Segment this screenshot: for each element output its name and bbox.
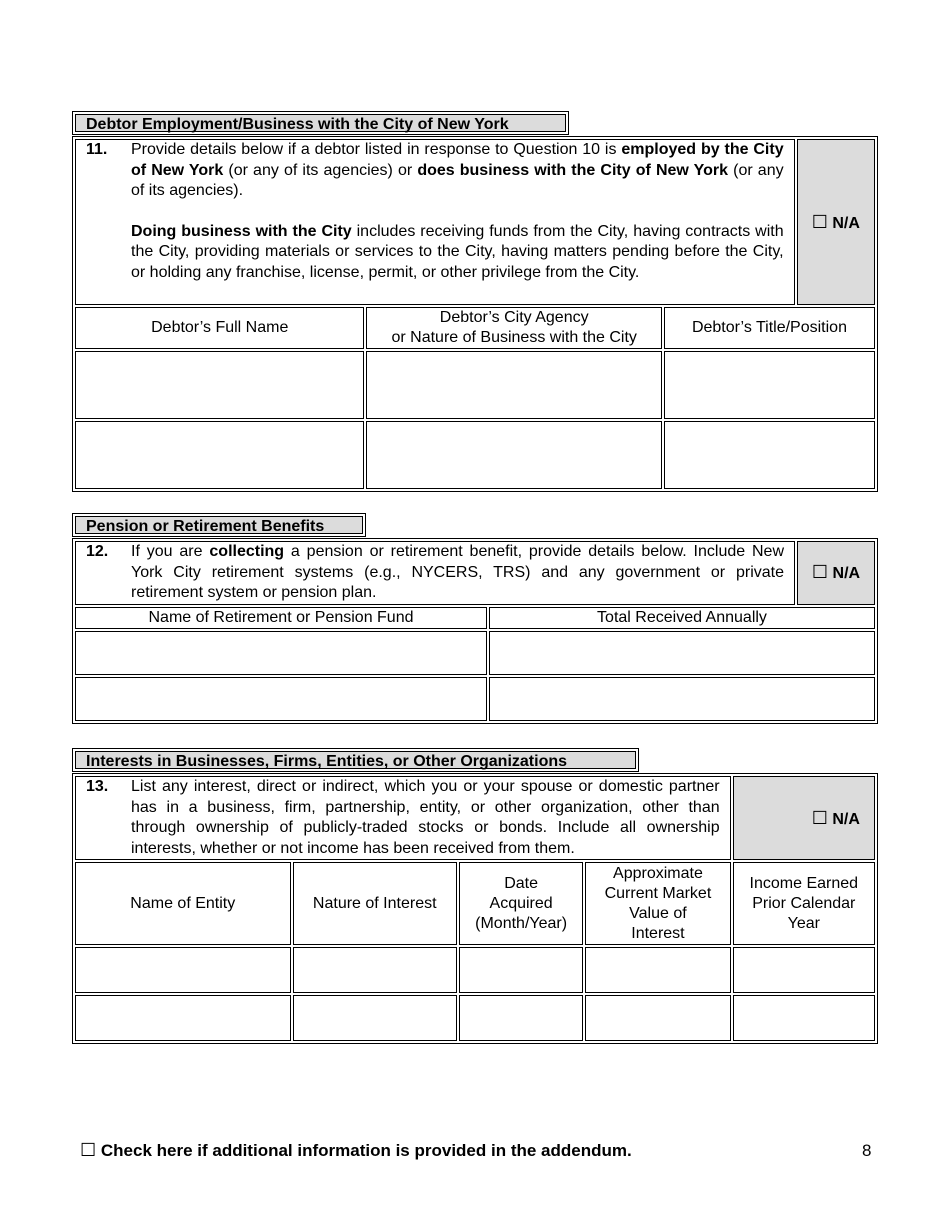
col-header-total-received: Total Received Annually: [489, 607, 875, 629]
input-cell[interactable]: [366, 351, 661, 419]
na-checkbox-11[interactable]: ☐ N/A: [797, 139, 875, 305]
section-11-header: Debtor Employment/Business with the City of New York: [72, 111, 569, 135]
input-cell[interactable]: [75, 421, 364, 489]
input-cell[interactable]: [459, 947, 583, 993]
checkbox-icon[interactable]: ☐: [811, 211, 828, 232]
question-11: 11. Provide details below if a debtor listed in response to Question 10 is employed by the City of New York (or any of its agencies) or does business with the City of New York (or any of its agencies). Doing business with the City includes receiving funds from the City, having contracts with the City, providing materials or services to the City, having matters pending before the City, or holding any franchise, license, permit, or other privilege from the City.: [75, 139, 795, 305]
col-header-income-earned: Income Earned Prior Calendar Year: [733, 862, 875, 945]
question-number: 12.: [86, 543, 109, 560]
input-cell[interactable]: [75, 351, 364, 419]
section-13-header: Interests in Businesses, Firms, Entities, or Other Organizations: [72, 748, 639, 772]
input-cell[interactable]: [585, 947, 730, 993]
section-11-table: [72, 136, 878, 492]
input-cell[interactable]: [366, 421, 661, 489]
input-cell[interactable]: [459, 995, 583, 1041]
input-cell[interactable]: [733, 995, 875, 1041]
input-cell[interactable]: [489, 631, 875, 675]
input-cell[interactable]: [664, 421, 875, 489]
input-cell[interactable]: [75, 677, 487, 721]
col-header-date-acquired: Date Acquired (Month/Year): [459, 862, 583, 945]
input-cell[interactable]: [75, 631, 487, 675]
checkbox-icon[interactable]: ☐: [80, 1140, 97, 1160]
na-checkbox-12[interactable]: ☐ N/A: [797, 541, 875, 605]
col-header-debtor-agency: Debtor’s City Agency or Nature of Business with the City: [366, 307, 661, 349]
na-checkbox-13[interactable]: ☐ N/A: [733, 776, 875, 860]
checkbox-icon[interactable]: ☐: [811, 562, 829, 583]
question-13: 13. List any interest, direct or indirect, which you or your spouse or domestic partner has in a business, firm, partnership, entity, or other organization, other than through ownership of publicly-traded stocks or bonds. Include all ownership interests, whether or not income has been received from them.: [75, 776, 731, 860]
section-13-table: [72, 773, 878, 1044]
question-number: 13.: [86, 778, 109, 795]
section-12-table: [72, 538, 878, 724]
input-cell[interactable]: [733, 947, 875, 993]
input-cell[interactable]: [293, 995, 457, 1041]
col-header-debtor-name: Debtor’s Full Name: [75, 307, 364, 349]
addendum-checkbox[interactable]: [80, 1140, 632, 1161]
input-cell[interactable]: [75, 995, 291, 1041]
col-header-nature-of-interest: Nature of Interest: [293, 862, 457, 945]
input-cell[interactable]: [489, 677, 875, 721]
question-12: 12. If you are collecting a pension or retirement benefit, provide details below. Include New York City retirement systems (e.g., NYCERS, TRS) and any government or private retirement system or pension plan.: [75, 541, 795, 605]
question-number: 11.: [86, 141, 108, 158]
input-cell[interactable]: [75, 947, 291, 993]
input-cell[interactable]: [293, 947, 457, 993]
page-number: 8: [862, 1141, 872, 1160]
section-12-header: Pension or Retirement Benefits: [72, 513, 366, 537]
checkbox-icon[interactable]: ☐: [811, 807, 828, 828]
col-header-entity-name: Name of Entity: [75, 862, 291, 945]
col-header-debtor-title: Debtor’s Title/Position: [664, 307, 875, 349]
input-cell[interactable]: [664, 351, 875, 419]
addendum-label: Check here if additional information is provided in the addendum.: [100, 1141, 632, 1160]
col-header-market-value: Approximate Current Market Value of Interest: [585, 862, 730, 945]
col-header-fund-name: Name of Retirement or Pension Fund: [75, 607, 487, 629]
input-cell[interactable]: [585, 995, 730, 1041]
